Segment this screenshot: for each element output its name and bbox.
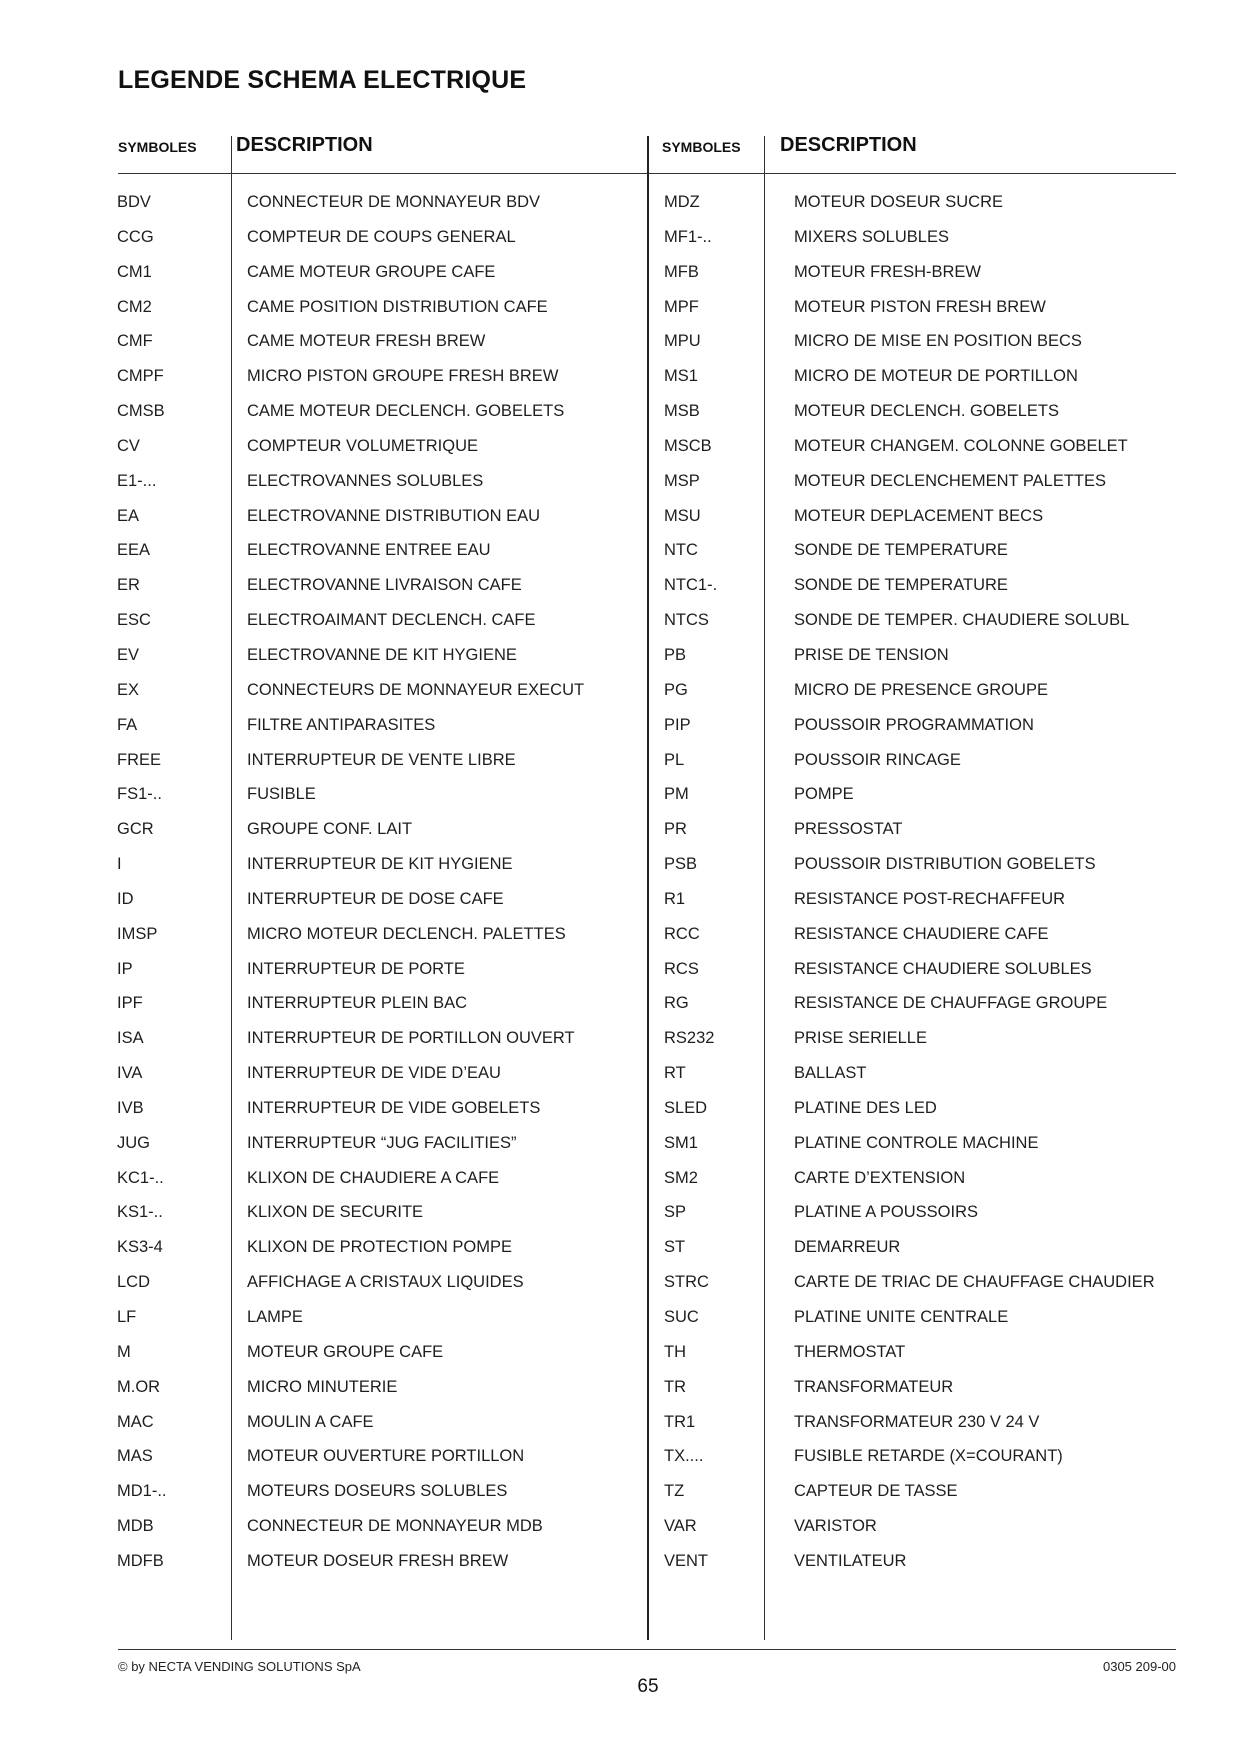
legend-symbol: CM2 [117,297,152,316]
legend-description: SONDE DE TEMPERATURE [794,541,1008,560]
legend-description: INTERRUPTEUR DE DOSE CAFE [247,889,504,908]
copyright-text: © by NECTA VENDING SOLUTIONS SpA [118,1659,361,1674]
legend-symbol: CMPF [117,367,164,386]
legend-description: INTERRUPTEUR DE VENTE LIBRE [247,750,516,769]
legend-symbol: IPF [117,994,143,1013]
legend-description: INTERRUPTEUR DE KIT HYGIENE [247,855,513,874]
legend-description: CAME POSITION DISTRIBUTION CAFE [247,297,548,316]
legend-symbol: MSU [664,506,701,525]
legend-symbol: KS1-.. [117,1203,163,1222]
legend-symbol: RT [664,1064,686,1083]
legend-description: FUSIBLE [247,785,316,804]
legend-symbol: NTC1-. [664,576,718,595]
legend-symbol: RCC [664,924,700,943]
legend-symbol: STRC [664,1273,709,1292]
legend-description: KLIXON DE CHAUDIERE A CAFE [247,1168,500,1187]
left-symbols-header: SYMBOLES [118,139,197,155]
legend-description: MOTEUR PISTON FRESH BREW [794,297,1046,316]
legend-description: MIXERS SOLUBLES [794,227,949,246]
legend-symbol: IVB [117,1098,144,1117]
legend-description: MOTEUR FRESH-BREW [794,262,981,281]
legend-symbol: MFB [664,262,699,281]
legend-symbol: I [117,855,122,874]
legend-symbol: MAS [117,1447,153,1466]
legend-description: SONDE DE TEMPERATURE [794,576,1008,595]
legend-symbol: CM1 [117,262,152,281]
legend-description: POUSSOIR RINCAGE [794,750,961,769]
legend-symbol: JUG [117,1133,150,1152]
legend-symbol: SM1 [664,1133,698,1152]
legend-description: ELECTROVANNE ENTREE EAU [247,541,491,560]
legend-symbol: EX [117,680,140,699]
legend-symbol: BDV [117,193,151,211]
legend-symbol: ID [117,889,134,908]
legend-symbol: MPF [664,297,699,316]
legend-symbol: TH [664,1342,686,1361]
legend-description: COMPTEUR DE COUPS GENERAL [247,227,516,246]
legend-description: MOTEUR GROUPE CAFE [247,1342,444,1361]
legend-symbol: LF [117,1308,137,1326]
legend-symbol: IP [117,959,133,978]
legend-description: INTERRUPTEUR DE PORTE [247,959,465,978]
legend-symbol: EEA [117,541,151,560]
legend-description: TRANSFORMATEUR 230 V 24 V [794,1412,1040,1431]
legend-symbol: R1 [664,889,686,908]
legend-symbol: SLED [664,1098,708,1117]
legend-symbol: KS3-4 [117,1238,163,1257]
legend-description: GROUPE CONF. LAIT [247,820,413,839]
legend-description: ELECTROVANNE DISTRIBUTION EAU [247,506,541,525]
legend-symbol: MSP [664,471,700,490]
legend-symbol: LCD [117,1273,151,1292]
legend-description: INTERRUPTEUR DE PORTILLON OUVERT [247,1029,575,1048]
legend-description: PLATINE CONTROLE MACHINE [794,1133,1039,1152]
legend-symbol: FREE [117,750,162,769]
legend-symbol: NTCS [664,611,709,630]
page-title: LEGENDE SCHEMA ELECTRIQUE [118,66,527,94]
center-divider [647,136,649,1640]
legend-symbol: GCR [117,820,154,839]
legend-description: FILTRE ANTIPARASITES [247,715,436,734]
legend-symbol: KC1-.. [117,1168,164,1187]
legend-symbol: CMF [117,332,153,351]
legend-description: BALLAST [794,1064,867,1083]
legend-description: MOTEUR CHANGEM. COLONNE GOBELET [794,436,1128,455]
legend-description: AFFICHAGE A CRISTAUX LIQUIDES [247,1273,524,1292]
legend-symbol: E1-... [117,471,157,490]
legend-description: MOTEUR DECLENCHEMENT PALETTES [794,471,1107,490]
legend-symbol: PL [664,750,685,769]
legend-description: CAME MOTEUR FRESH BREW [247,332,486,351]
legend-description: PLATINE UNITE CENTRALE [794,1308,1009,1326]
legend-symbol: PB [664,645,687,664]
legend-description: RESISTANCE POST-RECHAFFEUR [794,889,1066,908]
legend-description: MICRO PISTON GROUPE FRESH BREW [247,367,559,386]
legend-symbol: MD1-.. [117,1482,167,1501]
legend-symbol: CV [117,436,140,455]
legend-symbol: RCS [664,959,699,978]
legend-description: ELECTROVANNE DE KIT HYGIENE [247,645,517,664]
legend-description: CAME MOTEUR DECLENCH. GOBELETS [247,402,565,421]
legend-description: INTERRUPTEUR DE VIDE GOBELETS [247,1098,541,1117]
legend-symbol: FA [117,715,138,734]
legend-symbol: TZ [664,1482,685,1501]
legend-symbol: ESC [117,611,151,630]
legend-description: PLATINE DES LED [794,1098,937,1117]
legend-symbol: PM [664,785,689,804]
legend-description: MOTEUR OUVERTURE PORTILLON [247,1447,525,1466]
legend-description: LAMPE [247,1308,303,1326]
legend-symbol: MSCB [664,436,712,455]
legend-symbol: EA [117,506,140,525]
legend-symbol: SUC [664,1308,699,1326]
legend-description: MOTEUR DOSEUR FRESH BREW [247,1551,509,1570]
legend-description: MICRO DE MISE EN POSITION BECS [794,332,1082,351]
legend-description: VENTILATEUR [794,1551,907,1570]
legend-description: PLATINE A POUSSOIRS [794,1203,979,1222]
legend-symbol: MDZ [664,193,700,211]
legend-description: CARTE D’EXTENSION [794,1168,966,1187]
legend-description: TRANSFORMATEUR [794,1377,954,1396]
legend-description: POUSSOIR DISTRIBUTION GOBELETS [794,855,1096,874]
legend-symbol: TX.... [664,1447,704,1466]
legend-symbol: EV [117,645,140,664]
legend-description: MOTEUR DECLENCH. GOBELETS [794,402,1059,421]
legend-description: MOTEUR DEPLACEMENT BECS [794,506,1044,525]
legend-description: INTERRUPTEUR “JUG FACILITIES” [247,1133,517,1152]
legend-symbol: MSB [664,402,700,421]
page-number: 65 [637,1676,659,1697]
legend-symbol: RG [664,994,689,1013]
legend-symbol: RS232 [664,1029,715,1048]
legend-symbol: MPU [664,332,701,351]
legend-symbol: VENT [664,1551,709,1570]
right-column-divider [764,136,765,1640]
legend-symbol: PSB [664,855,698,874]
legend-symbol: CMSB [117,402,165,421]
legend-description: ELECTROVANNE LIVRAISON CAFE [247,576,522,595]
legend-symbol: MDB [117,1517,154,1536]
legend-description: CARTE DE TRIAC DE CHAUFFAGE CHAUDIER [794,1273,1155,1292]
legend-symbol: ISA [117,1029,144,1048]
legend-symbol: TR1 [664,1412,696,1431]
legend-description: VARISTOR [794,1517,877,1536]
legend-description: PRISE SERIELLE [794,1029,927,1048]
legend-symbol: M.OR [117,1377,161,1396]
legend-symbol: IMSP [117,924,158,943]
legend-symbol: PR [664,820,687,839]
legend-description: MICRO DE PRESENCE GROUPE [794,680,1048,699]
footer-divider [118,1649,1176,1650]
legend-symbol: FS1-.. [117,785,162,804]
legend-symbol: MAC [117,1412,154,1431]
legend-description: CONNECTEUR DE MONNAYEUR BDV [247,193,541,211]
legend-symbol: NTC [664,541,698,560]
legend-symbol: VAR [664,1517,697,1536]
legend-description: DEMARREUR [794,1238,901,1257]
legend-description: ELECTROVANNES SOLUBLES [247,471,484,490]
legend-description: KLIXON DE SECURITE [247,1203,424,1222]
legend-description: INTERRUPTEUR PLEIN BAC [247,994,468,1013]
legend-symbol: CCG [117,227,154,246]
left-column-divider [231,136,232,1640]
legend-description: MICRO DE MOTEUR DE PORTILLON [794,367,1078,386]
legend-symbol: PIP [664,715,691,734]
legend-description: COMPTEUR VOLUMETRIQUE [247,436,479,455]
right-description-header: DESCRIPTION [780,134,917,156]
document-code: 0305 209-00 [1102,1659,1176,1674]
legend-description: MICRO MINUTERIE [247,1377,398,1396]
legend-symbol: ST [664,1238,686,1257]
legend-description: MOTEURS DOSEURS SOLUBLES [247,1482,508,1501]
legend-description: PRESSOSTAT [794,820,903,839]
legend-symbol: IVA [117,1064,143,1083]
legend-description: CONNECTEUR DE MONNAYEUR MDB [247,1517,543,1536]
legend-symbol: ER [117,576,140,595]
legend-description: POUSSOIR PROGRAMMATION [794,715,1034,734]
legend-symbol: SP [664,1203,687,1222]
legend-description: THERMOSTAT [794,1342,906,1361]
legend-description: RESISTANCE CHAUDIERE CAFE [794,924,1049,943]
legend-symbol: M [117,1342,131,1361]
legend-description: SONDE DE TEMPER. CHAUDIERE SOLUBL [794,611,1130,630]
legend-description: MOTEUR DOSEUR SUCRE [794,193,1004,211]
legend-description: RESISTANCE CHAUDIERE SOLUBLES [794,959,1092,978]
legend-symbol: PG [664,680,688,699]
legend-description: CAPTEUR DE TASSE [794,1482,958,1501]
legend-description: ELECTROAIMANT DECLENCH. CAFE [247,611,536,630]
legend-description: POMPE [794,785,854,804]
legend-description: INTERRUPTEUR DE VIDE D’EAU [247,1064,501,1083]
legend-description: RESISTANCE DE CHAUFFAGE GROUPE [794,994,1108,1013]
legend-symbol: MS1 [664,367,698,386]
left-description-header: DESCRIPTION [236,134,373,156]
right-symbols-header: SYMBOLES [662,139,741,155]
legend-description: MICRO MOTEUR DECLENCH. PALETTES [247,924,566,943]
legend-symbol: SM2 [664,1168,698,1187]
legend-description: PRISE DE TENSION [794,645,949,664]
legend-description: CONNECTEURS DE MONNAYEUR EXECUT [247,680,585,699]
legend-description: FUSIBLE RETARDE (X=COURANT) [794,1447,1063,1466]
legend-description: KLIXON DE PROTECTION POMPE [247,1238,512,1257]
legend-description: MOULIN A CAFE [247,1412,374,1431]
legend-symbol: TR [664,1377,686,1396]
legend-symbol: MDFB [117,1551,164,1570]
legend-symbol: MF1-.. [664,227,712,246]
legend-description: CAME MOTEUR GROUPE CAFE [247,262,496,281]
